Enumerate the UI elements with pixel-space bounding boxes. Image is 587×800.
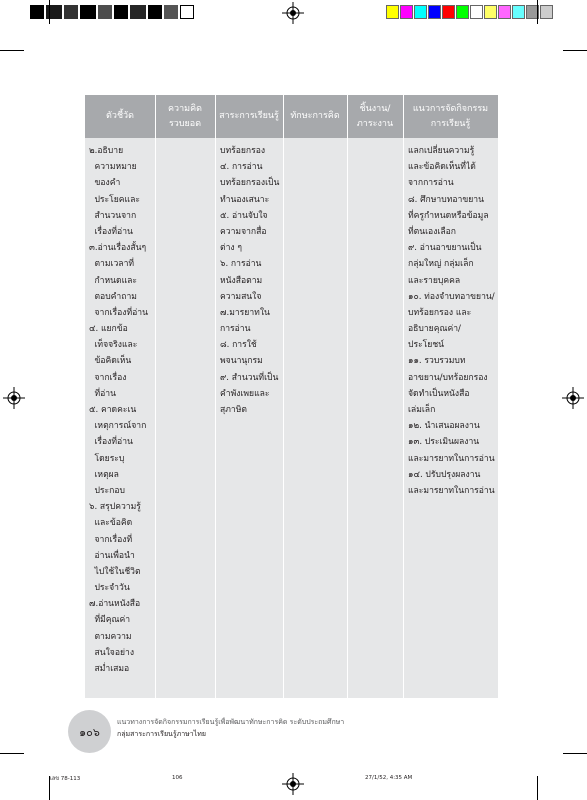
table-header (85, 95, 498, 138)
indicator-line: อ่านเพื่อนำ (89, 550, 135, 561)
indicator-line: เรื่องที่อ่าน (89, 437, 133, 448)
content-line: ๖. การอ่าน (220, 259, 262, 270)
indicator-line: ๖. สรุปความรู้ (89, 502, 141, 513)
indicator-line: ที่มีคุณค่า (89, 615, 131, 626)
content-line: ๘. การใช้ (220, 340, 257, 351)
activity-line: และมารยาทในการอ่าน (408, 453, 495, 464)
content-line: สุภาษิต (220, 405, 247, 415)
activity-line: จัดทำเป็นหนังสือ (408, 388, 470, 399)
activity-line: และมารยาทในการอ่าน (408, 485, 495, 496)
header-thinking-skill: ทักษะการคิด (290, 111, 340, 121)
indicator-line: ประกอบ (89, 485, 125, 496)
indicator-line: ประโยคและ (89, 194, 140, 205)
content-line: การอ่าน (220, 324, 251, 335)
activity-line: บทร้อยกรอง และ (408, 307, 472, 318)
indicator-line: เท็จจริงและ (89, 340, 138, 351)
activity-line: และข้อคิดเห็นที่ได้ (408, 162, 476, 173)
footer-book-title: แนวทางการจัดกิจกรรมการเรียนรู้เพื่อพัฒนาทักษะการคิด ระดับประถมศึกษา (117, 718, 345, 726)
slug-center: 106 (172, 775, 183, 781)
header-content: สาระการเรียนรู้ (219, 111, 279, 121)
learning-plan-table (85, 95, 498, 698)
activity-line: ที่ครูกำหนดหรือข้อมูล (408, 210, 489, 221)
indicator-line: จากเรื่องที่อ่าน (89, 307, 148, 318)
content-line: บทร้อยกรองเป็น (220, 178, 280, 189)
slug-right: 27/1/52, 4:35 AM (365, 775, 413, 781)
content-line: ต่าง ๆ (220, 243, 242, 254)
header-concept: ความคิด รวบยอด (168, 103, 202, 129)
indicator-line: ๓.อ่านเรื่องสั้นๆ (89, 243, 147, 254)
registration-mark-left (3, 387, 25, 409)
activity-line: อาขยาน/บทร้อยกรอง (408, 372, 488, 383)
header-activities: แนวการจัดกิจกรรม การเรียนรู้ (412, 103, 489, 129)
column-divider (283, 95, 284, 698)
indicator-line: สนใจอย่าง (89, 647, 135, 658)
content-line: ความจากสื่อ (220, 226, 267, 237)
indicator-line: ของคำ (89, 178, 121, 189)
activity-line: และรายบุคคล (408, 275, 461, 286)
indicator-line: ไปใช้ในชีวิต (89, 566, 141, 577)
content-line: ทำนองเสนาะ (220, 194, 270, 205)
content-line: ๗.มารยาทใน (220, 307, 270, 318)
page-number: ๑๐๖ (79, 725, 100, 739)
activity-line: ประโยชน์ (408, 340, 445, 351)
activity-line: กลุ่มใหญ่ กลุ่มเล็ก (408, 259, 474, 270)
content-line: ๕. อ่านจับใจ (220, 210, 268, 221)
indicator-line: ๒.อธิบาย (89, 146, 124, 156)
activity-line: ที่ตนเองเลือก (408, 226, 456, 237)
activity-line: ๑๑. รวบรวมบท (408, 356, 466, 367)
registration-mark-bottom (282, 773, 304, 795)
indicator-line: ตามเวลาที่ (89, 259, 135, 270)
indicator-line: ข้อคิดเห็น (89, 356, 132, 367)
content-line: หนังสือตาม (220, 275, 263, 286)
indicator-line: จากเรื่องที่ (89, 534, 133, 545)
indicator-line: กำหนดและ (89, 275, 138, 286)
indicator-line: โดยระบุ (89, 453, 125, 464)
header-task: ชิ้นงาน/ ภาระงาน (356, 103, 394, 129)
indicator-line: ประจำวัน (89, 583, 130, 594)
indicator-line: ความหมาย (89, 162, 137, 173)
activity-line: ๑๐. ท่องจำบทอาขยาน/ (408, 291, 495, 302)
content-line: พจนานุกรม (220, 356, 263, 367)
indicator-line: ตามความ (89, 631, 132, 642)
indicator-line: สม่ำเสมอ (89, 664, 130, 674)
activity-line: ๑๔. ปรับปรุงผลงาน (408, 469, 481, 480)
activity-line: เล่มเล็ก (408, 405, 436, 415)
column-divider (215, 95, 216, 698)
indicator-line: ตอบคำถาม (89, 291, 137, 302)
content-line: ๙. สำนวนที่เป็น (220, 372, 279, 383)
activities-column (408, 143, 495, 499)
slug-left: เลข 78-113 (50, 776, 81, 782)
indicator-line: เหตุการณ์จาก (89, 421, 147, 432)
indicator-line: ๗.อ่านหนังสือ (89, 599, 141, 610)
activity-line: ๑๒. นำเสนอผลงาน (408, 421, 480, 432)
footer-subject: กลุ่มสาระการเรียนรู้ภาษาไทย (117, 730, 206, 738)
indicator-line: สำนวนจาก (89, 210, 137, 221)
content-line: คำพังเพยและ (220, 388, 270, 399)
activity-line: แลกเปลี่ยนความรู้ (408, 146, 475, 156)
content-line: ๔. การอ่าน (220, 162, 263, 173)
content-line: บทร้อยกรอง (220, 146, 266, 156)
registration-mark-right (562, 387, 584, 409)
indicator-line: เหตุผล (89, 469, 119, 480)
activity-line: จากการอ่าน (408, 178, 454, 189)
indicator-line: ๔. แยกข้อ (89, 324, 128, 335)
indicator-line: และข้อคิด (89, 518, 133, 529)
indicator-line: จากเรื่อง (89, 372, 127, 383)
activity-line: อธิบายคุณค่า/ (408, 324, 461, 335)
column-divider (403, 95, 404, 698)
header-indicators: ตัวชี้วัด (106, 111, 134, 121)
column-divider (155, 95, 156, 698)
indicator-line: เรื่องที่อ่าน (89, 226, 133, 237)
indicator-line: ๕. คาดคะเน (89, 405, 137, 415)
indicator-line: ที่อ่าน (89, 388, 116, 399)
column-divider (347, 95, 348, 698)
activity-line: ๑๓. ประเมินผลงาน (408, 437, 480, 448)
indicators-column (89, 143, 148, 677)
registration-mark-top (282, 2, 304, 24)
page-number-badge (68, 710, 111, 753)
content-column (220, 143, 279, 418)
activity-line: ๙. อ่านอาขยานเป็น (408, 243, 482, 254)
activity-line: ๘. ศึกษาบทอาขยาน (408, 194, 484, 205)
content-line: ความสนใจ (220, 291, 262, 302)
